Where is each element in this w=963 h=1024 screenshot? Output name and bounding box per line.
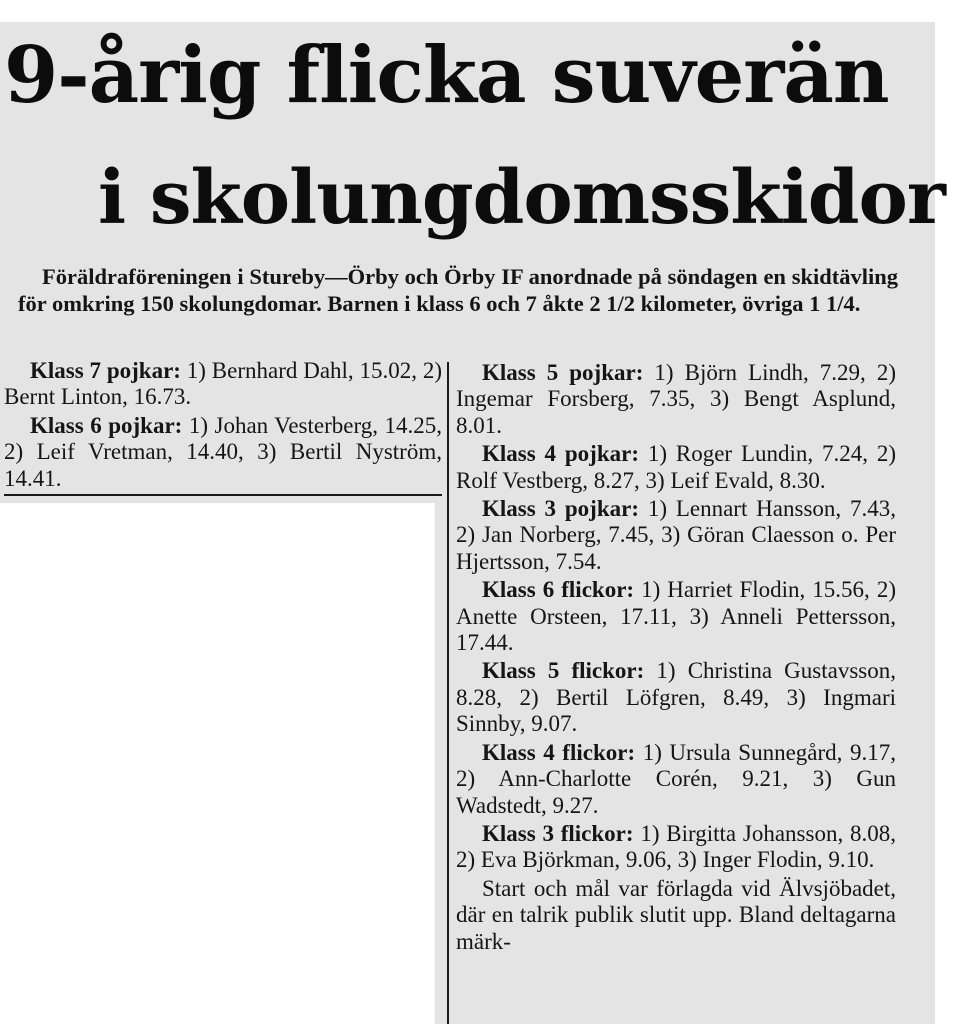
result-text: 1) Bernhard Dahl, 15.02, 2) Bernt Linton, 16.73. — [4, 358, 442, 410]
lead-text: Föräldraföreningen i Stureby—Örby och Örby IF anordnade på söndagen en skidtävling för omkring 150 skolungdomar. Barnen i klass 6 och 7 åkte 2 1/2 kilometer, övriga 1 1/4. — [18, 264, 898, 316]
class-label: Klass 5 flickor: — [482, 658, 645, 684]
class-label: Klass 4 flickor: — [482, 739, 636, 765]
class-label: Klass 6 flickor: — [482, 577, 635, 603]
class-label: Klass 6 pojkar: — [30, 412, 183, 438]
result-text: 1) Lennart Hansson, 7.43, 2) Jan Norberg, 7.45, 3) Göran Claesson o. Per Hjertsson, 7.54. — [456, 496, 896, 574]
result-text: 1) Ursula Sunnegård, 9.17, 2) Ann-Charlotte Corén, 9.21, 3) Gun Wadstedt, 9.27. — [456, 739, 896, 818]
result-paragraph — [456, 821, 896, 874]
result-paragraph — [4, 413, 442, 492]
result-text: 1) Björn Lindh, 7.29, 2) Ingemar Forsberg, 7.35, 3) Bengt Asplund, 8.01. — [456, 360, 897, 438]
class-label: Klass 4 pojkar: — [482, 441, 640, 467]
result-text: 1) Christina Gustavsson, 8.28, 2) Bertil Löfgren, 8.49, 3) Ingmari Sinnby, 9.07. — [456, 658, 896, 737]
class-label: Klass 7 pojkar: — [30, 358, 181, 383]
results-column-right — [456, 360, 896, 957]
result-paragraph — [456, 360, 896, 439]
closing-paragraph: Start och mål var förlagda vid Älvsjöbadet, där en talrik publik slutit upp. Bland deltagarna märk- — [456, 875, 896, 954]
headline-line-2: i skolungdomsskidor — [98, 155, 945, 241]
result-text: 1) Johan Vesterberg, 14.25, 2) Leif Vretman, 14.40, 3) Bertil Nyström, 14.41. — [4, 412, 442, 491]
results-column-left — [4, 358, 442, 494]
result-paragraph — [456, 496, 896, 575]
lead-paragraph — [18, 264, 898, 317]
result-text: 1) Birgitta Johansson, 8.08, 2) Eva Björkman, 9.06, 3) Inger Flodin, 9.10. — [456, 820, 896, 873]
class-label: Klass 5 pojkar: — [482, 360, 644, 385]
headline-line-1: 9-årig flicka suverän — [4, 30, 889, 121]
result-paragraph — [456, 658, 896, 737]
result-text: 1) Harriet Flodin, 15.56, 2) Anette Orsteen, 17.11, 3) Anneli Pettersson, 17.44. — [456, 577, 896, 656]
result-paragraph — [456, 577, 896, 656]
class-label: Klass 3 flickor: — [482, 820, 634, 846]
column-divider — [447, 362, 449, 1024]
result-paragraph — [456, 740, 896, 819]
class-label: Klass 3 pojkar: — [482, 496, 639, 522]
result-text: 1) Roger Lundin, 7.24, 2) Rolf Vestberg, 8.27, 3) Leif Evald, 8.30. — [456, 441, 897, 493]
result-paragraph — [4, 358, 442, 411]
result-paragraph — [456, 441, 896, 494]
section-divider — [4, 494, 442, 496]
